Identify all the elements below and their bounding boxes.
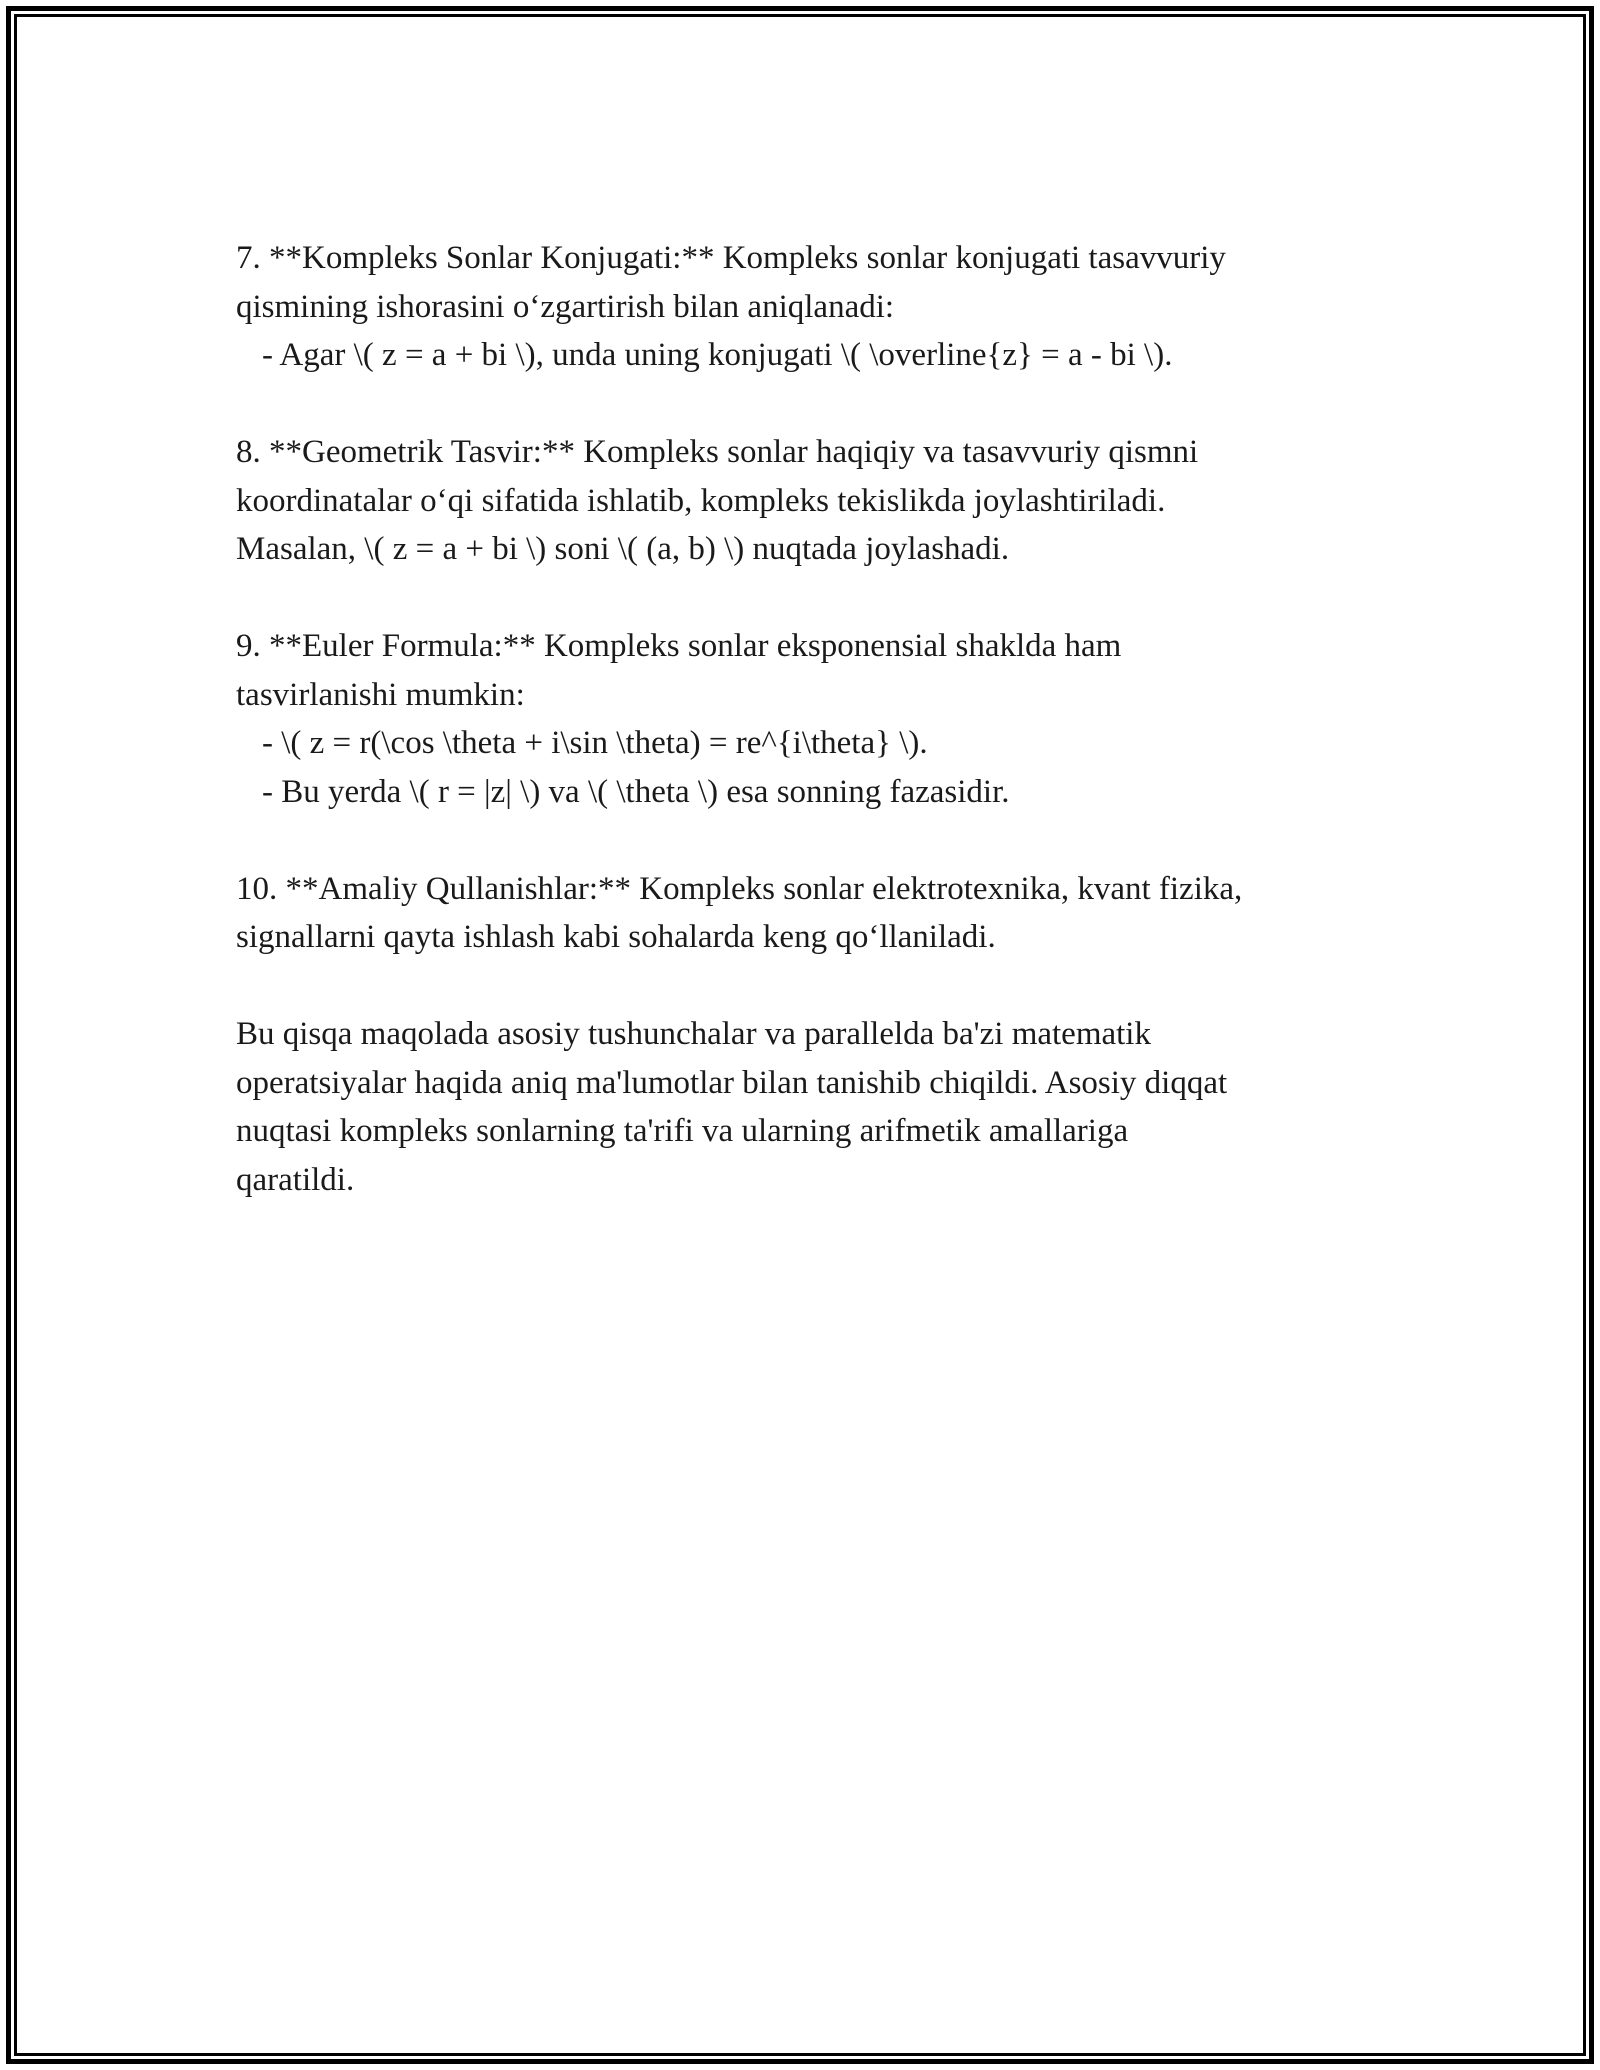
section-euler	[236, 622, 1366, 816]
text-line: 7. **Kompleks Sonlar Konjugati:** Kompleks sonlar konjugati tasavvuriy	[236, 240, 1226, 276]
bullet-line: - Agar \( z = a + bi \), unda uning konjugati \( \overline{z} = a - bi \).	[262, 337, 1173, 373]
section-conjugate	[236, 234, 1366, 380]
text-line: nuqtasi kompleks sonlarning ta'rifi va ularning arifmetik amallariga	[236, 1113, 1129, 1149]
section-conclusion	[236, 1010, 1366, 1204]
text-line: operatsiyalar haqida aniq ma'lumotlar bilan tanishib chiqildi. Asosiy diqqat	[236, 1064, 1228, 1101]
bullet-line: - \( z = r(\cos \theta + i\sin \theta) = re^{i\theta} \).	[262, 725, 928, 761]
text-line: 10. **Amaliy Qullanishlar:** Kompleks sonlar elektrotexnika, kvant fizika,	[236, 870, 1243, 907]
text-line: Bu qisqa maqolada asosiy tushunchalar va parallelda ba'zi matematik	[236, 1016, 1151, 1052]
text-line: qismining ishorasini o‘zgartirish bilan aniqlanadi:	[236, 288, 895, 325]
text-line: 8. **Geometrik Tasvir:** Kompleks sonlar haqiqiy va tasavvuriy qismni	[236, 434, 1199, 470]
section-geometric	[236, 428, 1366, 574]
text-line: signallarni qayta ishlash kabi sohalarda keng qo‘llaniladi.	[236, 919, 996, 955]
text-line: qaratildi.	[236, 1161, 355, 1198]
text-line: tasvirlanishi mumkin:	[236, 676, 525, 713]
text-line: Masalan, \( z = a + bi \) soni \( (a, b) \) nuqtada joylashadi.	[236, 531, 1010, 567]
bullet-line: - Bu yerda \( r = |z| \) va \( \theta \) esa sonning fazasidir.	[262, 773, 1010, 810]
text-line: 9. **Euler Formula:** Kompleks sonlar eksponensial shaklda ham	[236, 628, 1122, 664]
document-body	[236, 234, 1366, 1253]
text-line: koordinatalar o‘qi sifatida ishlatib, kompleks tekislikda joylashtiriladi.	[236, 482, 1166, 519]
section-applications	[236, 865, 1366, 962]
